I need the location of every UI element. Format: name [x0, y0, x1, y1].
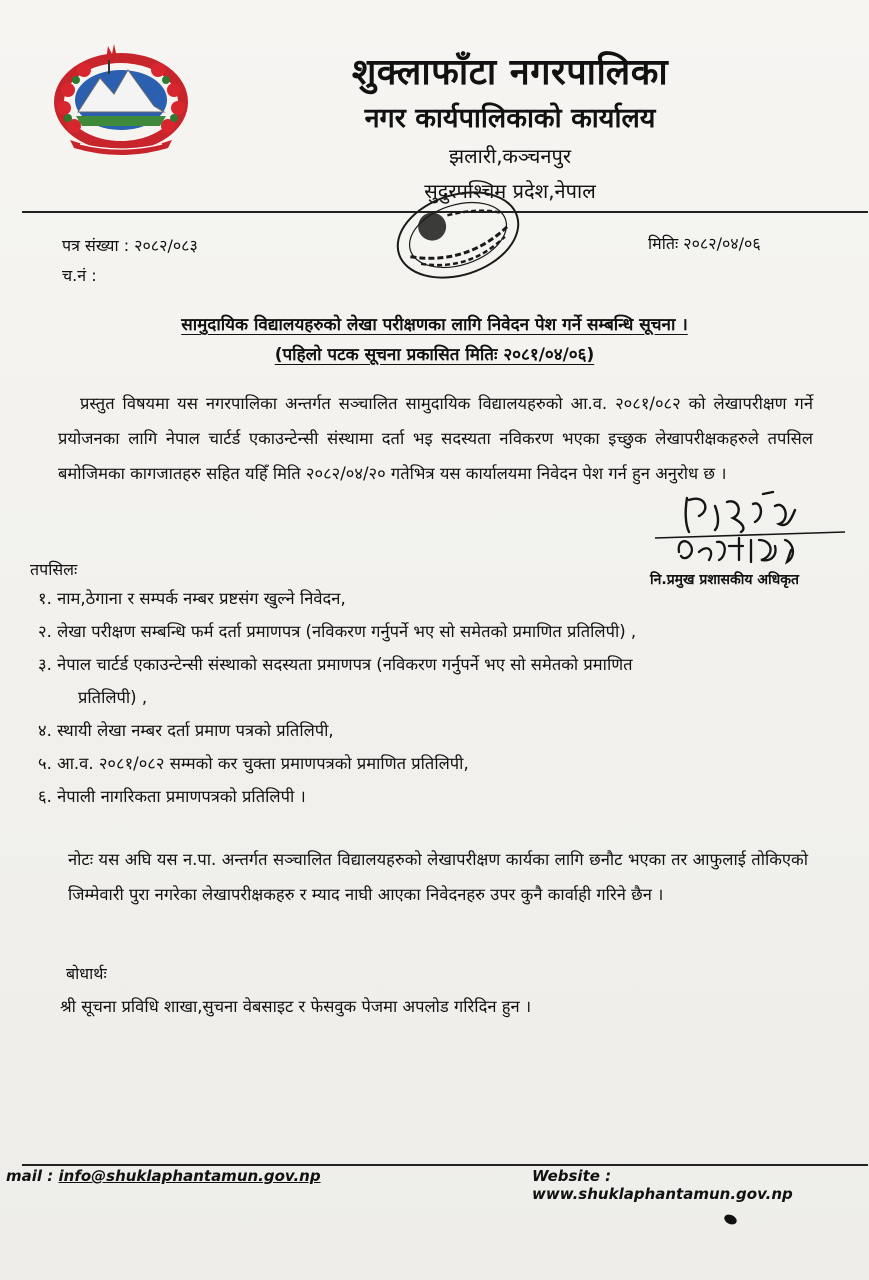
list-item-text: ३. नेपाल चार्टर्ड एकाउन्टेन्सी संस्थाको सदस्यता प्रमाणपत्र (नविकरण गर्नुपर्ने भए सो समेतको प्रमाणित: [38, 655, 633, 674]
subject-text: सामुदायिक विद्यालयहरुको लेखा परीक्षणका लागि निवेदन पेश गर्ने सम्बन्धि सूचना ।: [181, 315, 688, 335]
list-item-text: २. लेखा परीक्षण सम्बन्धि फर्म दर्ता प्रमाणपत्र (नविकरण गर्नुपर्ने भए सो समेतको प्रमाणित प्रतिलिपी) ,: [38, 622, 637, 641]
footer-divider: [22, 1164, 868, 1166]
municipality-name: शुक्लाफाँटा नगरपालिका: [351, 52, 669, 93]
address-line-2: सुदुरपश्चिम प्रदेश,नेपाल: [424, 179, 596, 203]
list-item-continuation: प्रतिलिपी) ,: [78, 688, 148, 707]
office-stamp: [388, 185, 528, 285]
cc-label: बोधार्थः: [66, 964, 107, 983]
list-item: [38, 582, 818, 615]
dispatch-number: च.नं :: [62, 266, 97, 285]
footer-email: [6, 1167, 321, 1185]
note-text: नोटः यस अघि यस न.पा. अन्तर्गत सञ्चालित विद्यालयहरुको लेखापरीक्षण कार्यका लागि छनौट भएका तर आफुलाई तोकिएको जिम्मेवारी पुरा नगरेका लेखापरीक्षकहरु र म्याद नाघी आएका निवेदनहरु उपर कुनै कार्वाही गरिने छैन ।: [68, 850, 808, 904]
email-link[interactable]: info@shuklaphantamun.gov.np: [58, 1167, 321, 1185]
ink-mark: [723, 1213, 739, 1227]
list-item: [38, 747, 818, 780]
footer-website[interactable]: Website : www.shuklaphantamun.gov.np: [532, 1167, 793, 1203]
subject-line: [0, 312, 869, 335]
subject-subline: [0, 342, 869, 365]
list-item-text: १. नाम,ठेगाना र सम्पर्क नम्बर प्रष्टसंग खुल्ने निवेदन,: [38, 589, 346, 608]
list-item-text: ५. आ.व. २०८१/०८२ सम्मको कर चुक्ता प्रमाणपत्रको प्रमाणित प्रतिलिपी,: [38, 754, 469, 773]
office-name: नगर कार्यपालिकाको कार्यालय: [364, 103, 656, 134]
notice-body: प्रस्तुत विषयमा यस नगरपालिका अन्तर्गत सञ्चालित सामुदायिक विद्यालयहरुको आ.व. २०८१/०८२ को लेखापरीक्षण गर्ने प्रयोजनका लागि नेपाल चार्टर्ड एकाउन्टेन्सी संस्थामा दर्ता भइ सदस्यता नविकरण भएका इच्छुक लेखापरीक्षकहरुले तपसिल बमोजिमका कागजातहरु सहित यहिँ मिति २०८२/०४/२० गतेभित्र यस कार्यालयमा निवेदन पेश गर्न हुन अनुरोध छ ।: [58, 394, 813, 483]
subject-subtext: (पहिलो पटक सूचना प्रकासित मितिः २०८१/०४/०६): [274, 345, 595, 365]
signatory-title: नि.प्रमुख प्रशासकीय अधिकृत: [650, 572, 799, 588]
letter-date: मितिः २०८२/०४/०६: [648, 234, 761, 253]
cc-text: श्री सूचना प्रविधि शाखा,सुचना वेबसाइट र फेसवुक पेजमा अपलोड गरिदिन हुन ।: [60, 997, 532, 1016]
tapasil-label: तपसिलः: [30, 560, 78, 579]
list-item: [38, 714, 818, 747]
list-item: [38, 648, 818, 714]
address-line-1: झलारी,कञ्चनपुर: [448, 144, 572, 168]
letter-number: पत्र संख्या : २०८२/०८३: [62, 236, 198, 255]
document-requirements-list: [38, 582, 818, 813]
email-label: mail :: [6, 1167, 54, 1185]
nepal-emblem-logo: [48, 40, 194, 158]
list-item-text: ४. स्थायी लेखा नम्बर दर्ता प्रमाण पत्रको प्रतिलिपी,: [38, 721, 334, 740]
list-item-text: ६. नेपाली नागरिकता प्रमाणपत्रको प्रतिलिपी ।: [38, 787, 306, 806]
list-item: [38, 615, 818, 648]
list-item: [38, 780, 818, 813]
